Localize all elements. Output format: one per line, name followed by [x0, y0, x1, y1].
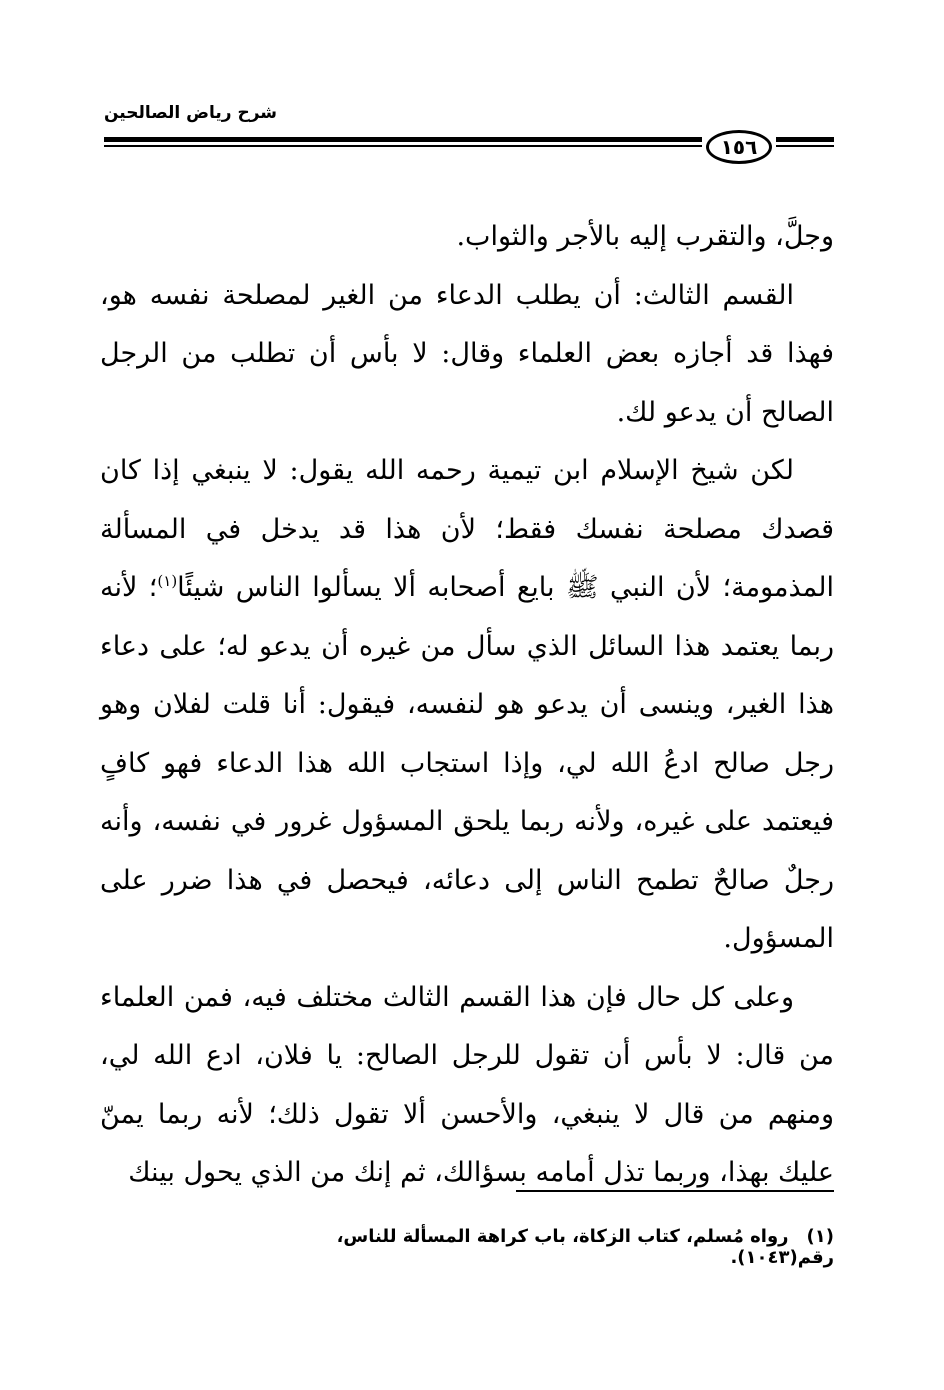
footnote-text: رواه مُسلم، كتاب الزكاة، باب كراهة المسألة للناس، رقم(١٠٤٣).	[336, 1226, 834, 1268]
main-text	[100, 208, 834, 1203]
paragraph-3-part-a: لكن شيخ الإسلام ابن تيمية رحمه الله يقول: لا ينبغي إذا كان قصدك مصلحة نفسك فقط؛ لأن هذا قد يدخل في المسألة المذمومة؛ لأن النبي ﷺ بايع أصحابه ألا يسألوا الناس شيئًا	[100, 455, 834, 603]
paragraph-4: وعلى كل حال فإن هذا القسم الثالث مختلف فيه، فمن العلماء من قال: لا بأس أن تقول للرجل الصالح: يا فلان، ادع الله لي، ومنهم من قال لا ينبغي، والأحسن ألا تقول ذلك؛ لأنه ربما يمنّ عليك بهذا، وربما تذل أمامه بسؤالك، ثم إنك من الذي يحول بينك	[100, 981, 834, 1188]
page-number	[706, 130, 772, 164]
paragraph-3-part-b: ؛ لأنه ربما يعتمد هذا السائل الذي سأل من غيره أن يدعو له؛ على دعاء هذا الغير، وينسى أن يدعو هو لنفسه، فيقول: أنا قلت لفلان وهو رجل صالح ادعُ الله لي، وإذا استجاب الله هذا الدعاء فهو كافٍ فيعتمد على غيره، ولأنه ربما يلحق المسؤول غرور في نفسه، وأنه رجلٌ صالحٌ تطمح الناس إلى دعائه، فيحصل في هذا ضرر على المسؤول.	[100, 572, 834, 954]
header-rule-right-thick	[776, 137, 834, 142]
header-rule-thick	[104, 137, 702, 142]
header-rule-right-thin	[776, 145, 834, 147]
footnote	[230, 1226, 834, 1268]
page-number-text: ١٥٦	[720, 135, 758, 159]
footnote-reference[interactable]: (١)	[157, 572, 178, 590]
paragraph-2: القسم الثالث: أن يطلب الدعاء من الغير لمصلحة نفسه هو، فهذا قد أجازه بعض العلماء وقال: لا بأس أن تطلب من الرجل الصالح أن يدعو لك.	[100, 279, 834, 428]
book-title: شرح رياض الصالحين	[104, 103, 278, 123]
footnote-number: (١)	[806, 1226, 834, 1247]
paragraph-3	[100, 442, 834, 969]
header-rule-thin	[104, 145, 702, 147]
footnote-divider	[516, 1190, 834, 1192]
paragraph-1: وجلَّ، والتقرب إليه بالأجر والثواب.	[456, 221, 834, 252]
